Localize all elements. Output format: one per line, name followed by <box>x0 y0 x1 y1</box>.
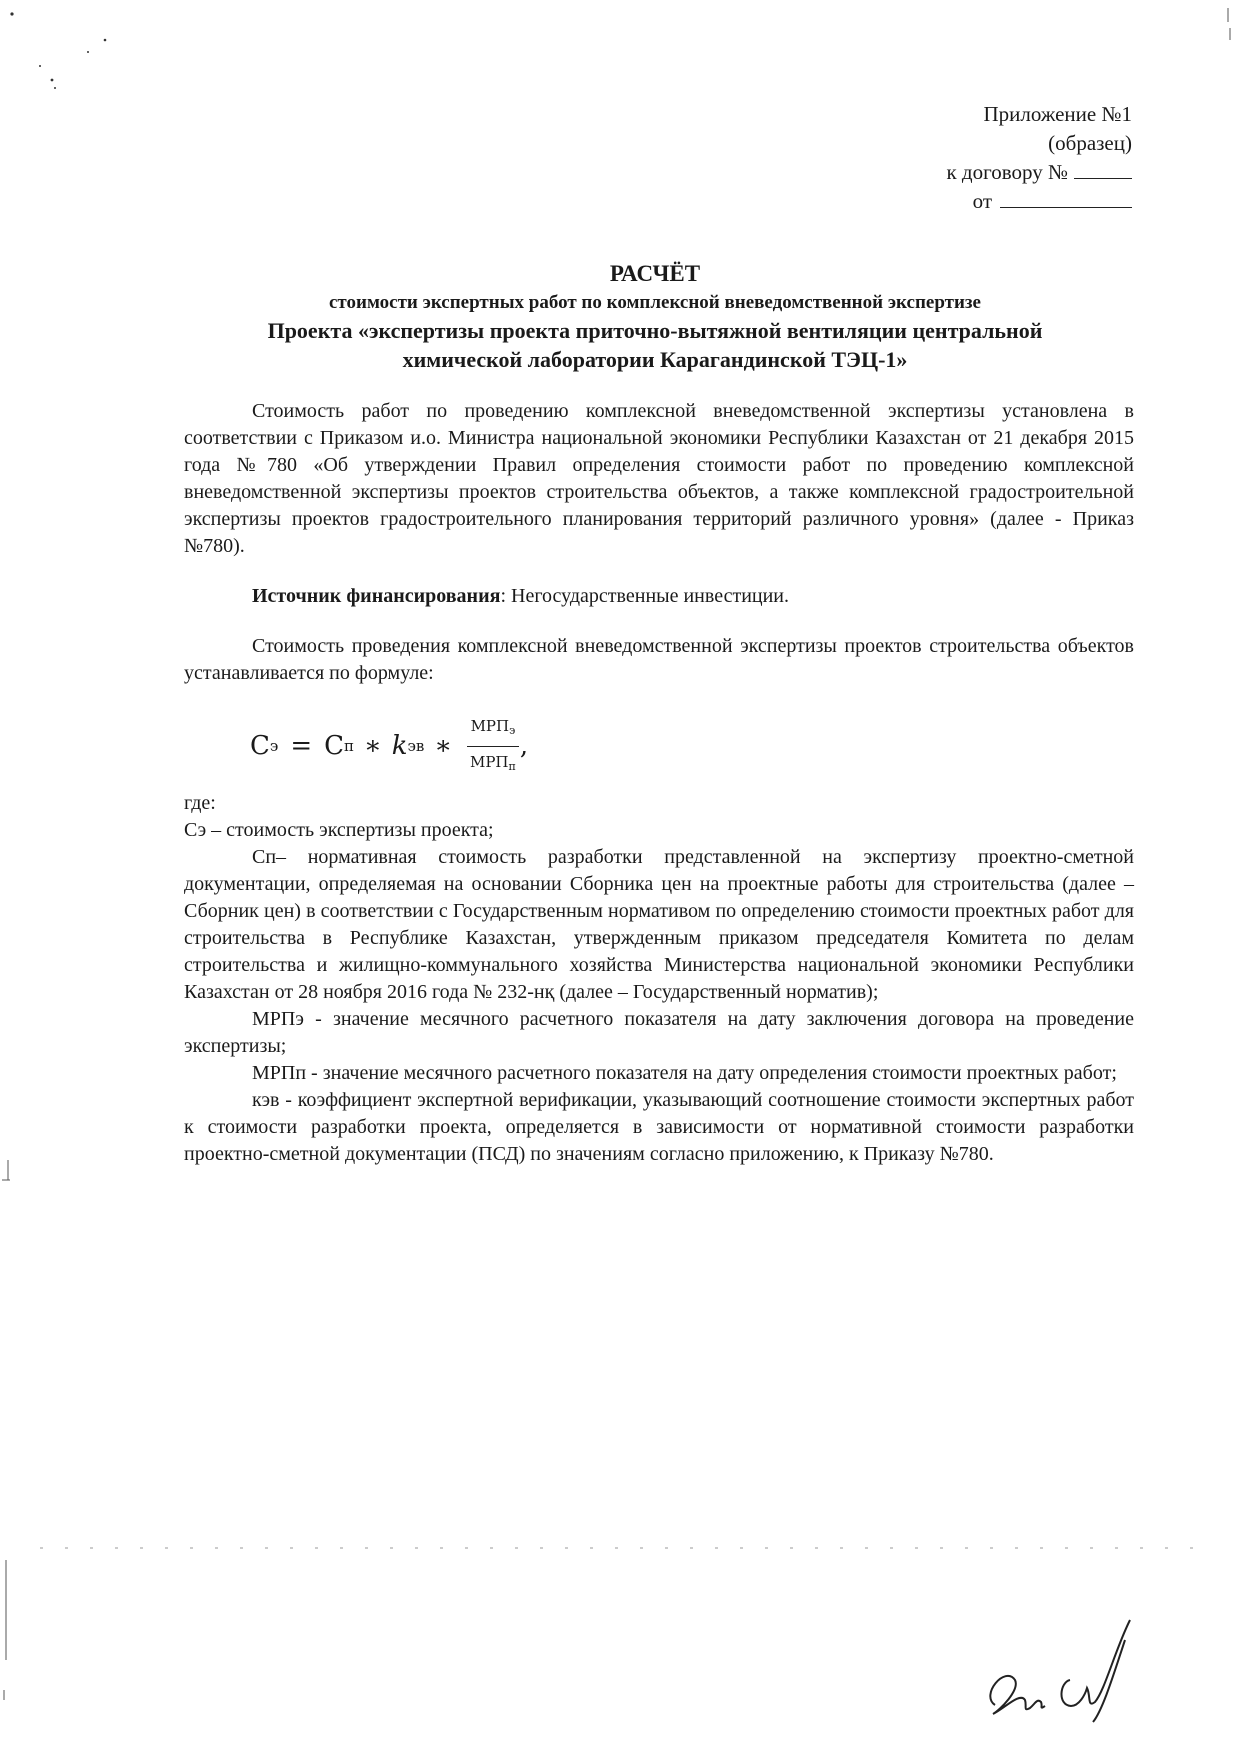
annex-number: Приложение №1 <box>983 102 1132 126</box>
handwritten-signature <box>975 1610 1145 1730</box>
title-main: РАСЧЁТ <box>609 261 701 286</box>
where-label: где: <box>184 792 216 814</box>
definition-se: Сэ – стоимость экспертизы проекта; <box>184 819 494 841</box>
definition-sp: Сп– нормативная стоимость разработки представленной на экспертизу проектно-сметной документации, определяемая на основании Сборника цен на проектные работы для строительства (далее – Сборник цен) в соответствии с Государственным нормативом по определению стоимости проектных работ для строительства в Республике Казахстан, утвержденным приказом председателя Комитета по делам строительства и жилищно-коммунального хозяйства Министерства национальной экономики Республики Казахстан от 28 ноября 2016 года № 232-нқ (далее – Государственный норматив); <box>184 846 1134 1003</box>
mrp-fraction: $\frac{МРП_э}{МРП_п}$ <box>466 713 520 780</box>
definition-mrpp: МРПп - значение месячного расчетного показателя на дату определения стоимости проектных работ; <box>252 1062 1117 1084</box>
funding-source-label: Источник финансирования <box>252 585 501 607</box>
definition-mrpe: МРПэ - значение месячного расчетного показателя на дату заключения договора на проведение экспертизы; <box>184 1008 1134 1057</box>
definition-kev: кэв - коэффициент экспертной верификации, указывающий соотношение стоимости экспертных работ к стоимости разработки проекта, определяется в зависимости от нормативной стоимости разработки проектно-сметной документации (ПСД) по значениям согласно приложению, к Приказу №780. <box>184 1089 1134 1165</box>
paragraph-legal-basis: Стоимость работ по проведению комплексной вневедомственной экспертизы установлена в соответствии с Приказом и.о. Министра национальной экономики Республики Казахстан от 21 декабря 2015 года №780 «Об утверждении Правил определения стоимости работ по проведению комплексной вневедомственной экспертизы проектов строительства объектов, а также комплексной градостроительной экспертизы проектов градостроительного планирования территорий различного уровня» (далее - Приказ №780). <box>184 400 1134 557</box>
paragraph-formula-intro: Стоимость проведения комплексной вневедомственной экспертизы проектов строительства объектов устанавливается по формуле: <box>184 635 1134 684</box>
cost-formula: С э = С п ∗ k эв ∗ $\frac{МРП_э}{МРП_п}$ , <box>250 713 1134 780</box>
contract-label: к договору № <box>946 160 1068 184</box>
title-project-line-1: Проекта «экспертизы проекта приточно-вытяжной вентиляции центральной <box>267 318 1043 343</box>
title-project-line-2: химической лаборатории Карагандинской ТЭЦ-1» <box>402 347 908 372</box>
annex-sample-note: (образец) <box>1048 131 1132 155</box>
funding-source-value: : Негосударственные инвестиции. <box>500 585 790 607</box>
title-subtitle: стоимости экспертных работ по комплексной вневедомственной экспертизе <box>328 292 981 313</box>
date-label: от <box>972 189 992 213</box>
